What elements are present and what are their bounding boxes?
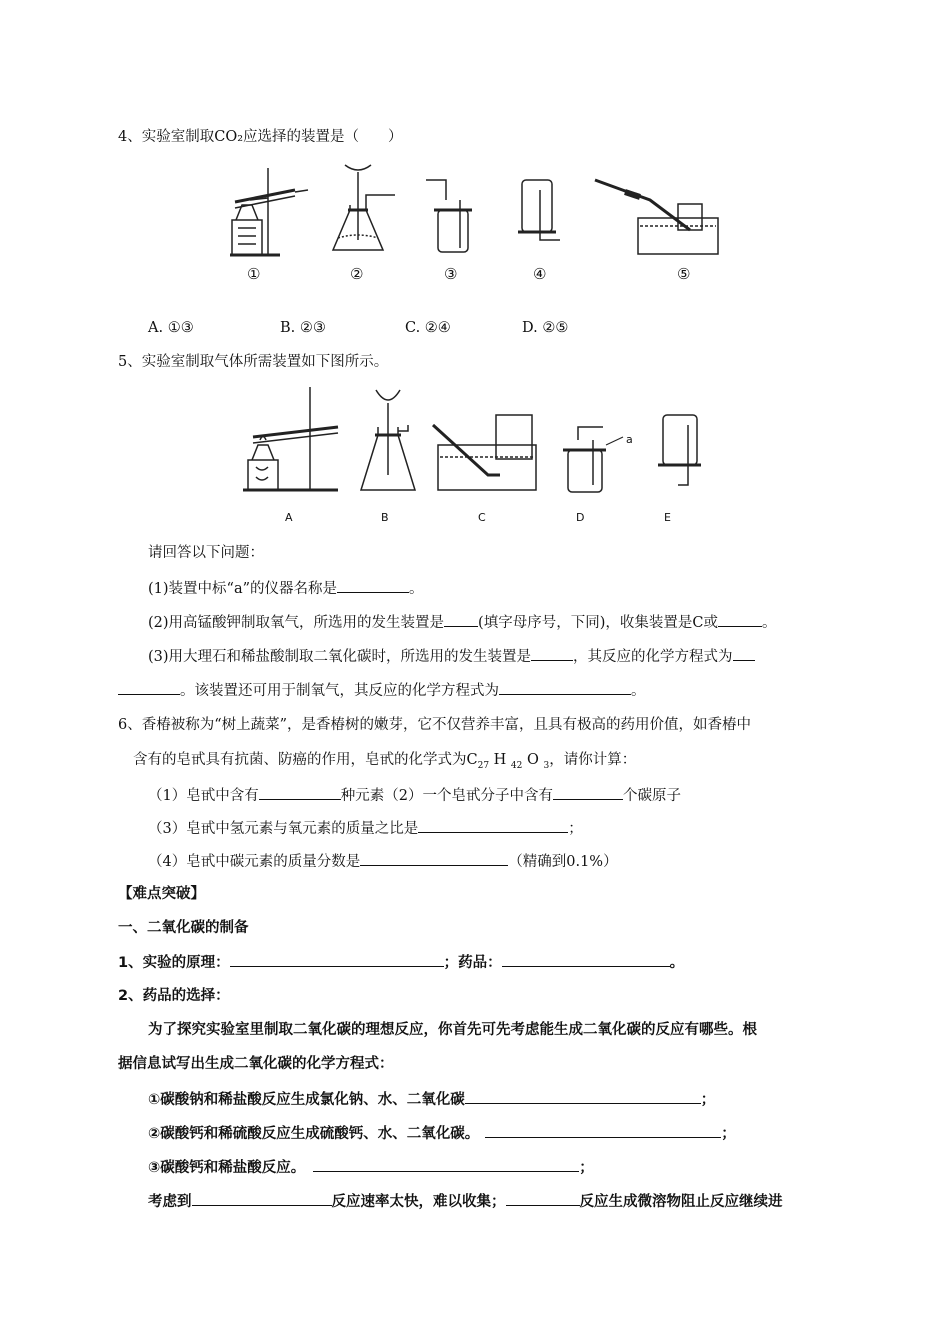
section-title: 一、二氧化碳的制备 <box>118 920 249 936</box>
q5-part-3 <box>148 646 755 667</box>
q6-sub-3: 3 <box>543 760 550 771</box>
q5-setup-d-bottle <box>563 427 623 492</box>
q5-setup-b-flask <box>361 390 415 490</box>
consideration-text-1: 考虑到 <box>148 1194 192 1210</box>
item-1-end: 。 <box>669 955 685 971</box>
q6-sub-27: 27 <box>477 760 490 771</box>
q5-part-1-end: 。 <box>409 581 424 597</box>
q4-setup-2-flask <box>333 165 395 250</box>
q5-part-3-mid: ，其反应的化学方程式为 <box>573 649 733 665</box>
q6-s4-blank[interactable] <box>360 851 508 866</box>
q5-part-2-blank-1[interactable] <box>444 612 478 627</box>
q4-caption-1: ① <box>247 265 261 283</box>
reaction-2-blank[interactable] <box>485 1123 721 1138</box>
q5-caption-a: A <box>285 511 293 524</box>
reaction-3-text: ③碳酸钙和稀盐酸反应。 <box>148 1160 306 1176</box>
q6-o: O <box>522 752 544 768</box>
q5-prompt: 请回答以下问题： <box>148 545 264 561</box>
q5-stem: 5、实验室制取气体所需装置如下图所示。 <box>118 354 389 370</box>
reaction-2-end: ； <box>721 1126 736 1142</box>
q5-setup-c-trough <box>433 415 536 490</box>
item-1-blank-2[interactable] <box>502 952 670 967</box>
q5-apparatus-figure <box>238 385 718 500</box>
reaction-1 <box>148 1089 715 1110</box>
item-1-mid: ；药品： <box>443 955 502 971</box>
q5-part-3-blank-2[interactable] <box>733 646 755 661</box>
reaction-3-blank[interactable] <box>313 1157 579 1172</box>
section-heading: 【难点突破】 <box>118 886 205 902</box>
q4-option-d: D. ②⑤ <box>522 320 569 336</box>
q6-sub-3 <box>148 818 583 839</box>
q5-caption-e: E <box>664 511 671 524</box>
q4-caption-5: ⑤ <box>677 265 691 283</box>
item-1-text: 1、实验的原理： <box>118 955 230 971</box>
q6-sub-42: 42 <box>510 760 523 771</box>
reaction-1-text: ①碳酸钠和稀盐酸反应生成氯化钠、水、二氧化碳 <box>148 1092 465 1108</box>
q4-setup-4-inverted <box>518 180 560 240</box>
q4-option-a: A. ①③ <box>148 320 194 336</box>
reaction-1-end: ； <box>700 1092 716 1108</box>
q5-caption-c: C <box>478 511 486 524</box>
q4-caption-3: ③ <box>444 265 458 283</box>
q6-s3-end: ； <box>568 821 583 837</box>
q6-line-2 <box>133 750 636 776</box>
reaction-3-end: ； <box>579 1160 594 1176</box>
q6-s1-blank[interactable] <box>259 785 341 800</box>
q5-part-3-blank-1[interactable] <box>531 646 573 661</box>
q5-part-1-blank[interactable] <box>337 578 409 593</box>
q5-part-2-end: 。 <box>761 615 777 631</box>
reaction-2-text: ②碳酸钙和稀硫酸反应生成硫酸钙、水、二氧化碳。 <box>148 1126 480 1142</box>
q6-s4-end: （精确到0.1%） <box>508 854 618 870</box>
q6-line-2-end: ，请你计算： <box>549 752 637 768</box>
q5-part-4 <box>118 680 646 701</box>
reaction-3 <box>148 1157 594 1178</box>
consideration-blank-1[interactable] <box>192 1191 332 1206</box>
q4-option-b: B. ②③ <box>280 320 326 336</box>
q5-setup-e-inverted <box>658 415 701 485</box>
q6-sub-4 <box>148 851 618 872</box>
q5-part-2-text: (2)用高锰酸钾制取氧气，所选用的发生装置是 <box>148 615 445 631</box>
q4-option-c: C. ②④ <box>405 320 451 336</box>
q5-part-3-text: (3)用大理石和稀盐酸制取二氧化碳时，所选用的发生装置是 <box>148 649 532 665</box>
reaction-1-blank[interactable] <box>465 1089 701 1104</box>
q5-part-2 <box>148 612 776 633</box>
q5-caption-b: B <box>381 511 389 524</box>
q4-stem: 4、实验室制取CO₂应选择的装置是（ ） <box>118 129 403 145</box>
item-1-blank-1[interactable] <box>230 952 444 967</box>
q4-setup-3-bottle <box>426 180 472 252</box>
q6-s2-text: 种元素（2）一个皂甙分子中含有 <box>340 788 553 804</box>
q5-part-4-end: 。 <box>631 683 646 699</box>
consideration-blank-2[interactable] <box>506 1191 580 1206</box>
q5-part-2-mid: (填字母序号，下同)，收集装置是C或 <box>478 615 718 631</box>
consideration-text-2: 反应速率太快，难以收集； <box>331 1194 506 1210</box>
q4-apparatus-figure <box>220 160 720 285</box>
consideration <box>148 1191 783 1212</box>
item-1 <box>118 952 684 973</box>
q6-s2-blank[interactable] <box>553 785 623 800</box>
q5-part-4-blank-1[interactable] <box>118 680 180 695</box>
q6-s4-text: （4）皂甙中碳元素的质量分数是 <box>148 854 361 870</box>
item-2: 2、药品的选择： <box>118 988 230 1004</box>
q4-caption-2: ② <box>350 265 364 283</box>
consideration-text-3: 反应生成微溶物阻止反应继续进 <box>579 1194 783 1210</box>
q6-s3-blank[interactable] <box>418 818 568 833</box>
q6-s1-text: （1）皂甙中含有 <box>148 788 259 804</box>
q6-line-2-text: 含有的皂甙具有抗菌、防癌的作用，皂甙的化学式为C <box>133 752 478 768</box>
q5-caption-d: D <box>576 511 585 524</box>
q5-part-4-text: 。该装置还可用于制氧气，其反应的化学方程式为 <box>180 683 499 699</box>
q6-h: H <box>489 752 511 768</box>
q5-part-1 <box>148 578 424 599</box>
q6-line-1: 6、香椿被称为“树上蔬菜”，是香椿树的嫩芽，它不仅营养丰富，且具有极高的药用价值，如香椿中 <box>118 717 752 733</box>
q5-setup-a-heating <box>243 387 338 490</box>
q4-setup-1-heating <box>230 168 308 255</box>
q5-part-1-text: (1)装置中标“a”的仪器名称是 <box>148 581 338 597</box>
reaction-2 <box>148 1123 736 1144</box>
q6-s3-text: （3）皂甙中氢元素与氧元素的质量之比是 <box>148 821 419 837</box>
q6-sub-1-2 <box>148 785 681 806</box>
q5-part-4-blank-2[interactable] <box>499 680 631 695</box>
q4-caption-4: ④ <box>533 265 547 283</box>
q4-setup-5-trough <box>595 180 718 254</box>
para-line-1: 为了探究实验室里制取二氧化碳的理想反应，你首先可先考虑能生成二氧化碳的反应有哪些。根 <box>148 1022 757 1038</box>
q5-label-a: a <box>626 433 633 446</box>
q6-s2-end: 个碳原子 <box>622 788 681 804</box>
para-line-2: 据信息试写出生成二氧化碳的化学方程式： <box>118 1056 394 1072</box>
q5-part-2-blank-2[interactable] <box>718 612 762 627</box>
